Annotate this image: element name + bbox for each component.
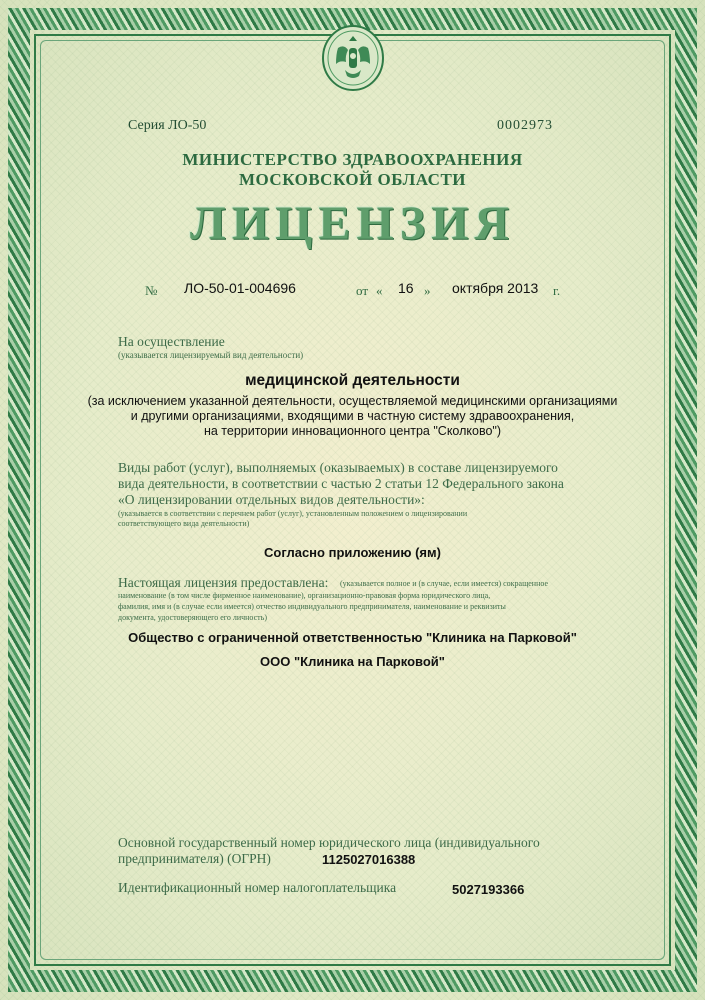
inn-value: 5027193366 [452, 882, 525, 897]
activity-desc-line1: (за исключением указанной деятельности, осуществляемой медицинскими организациями [87, 394, 618, 408]
holder-hint-line3: фамилия, имя и (в случае если имеется) отчество индивидуального предпринимателя, наименование и реквизиты [118, 602, 506, 611]
holder-hint-line4: документа, удостоверяющего его личность) [118, 613, 267, 622]
ogrn-label-line2: предпринимателя) (ОГРН) [118, 851, 271, 866]
double-headed-eagle-emblem-icon [318, 22, 388, 92]
holder-full-name: Общество с ограниченной ответственностью "Клиника на Парковой" [128, 630, 577, 645]
ministry-name-line2: МОСКОВСКОЙ ОБЛАСТИ [238, 170, 467, 189]
works-value: Согласно приложению (ям) [264, 545, 441, 560]
ogrn-label-line1: Основной государственный номер юридического лица (индивидуального [118, 835, 540, 850]
license-day: 16 [398, 280, 414, 296]
ministry-name-line1: МИНИСТЕРСТВО ЗДРАВООХРАНЕНИЯ [182, 150, 523, 169]
holder-short-name: ООО "Клиника на Парковой" [260, 654, 445, 669]
activity-desc-line2: и другими организациями, входящими в частную систему здравоохранения, [130, 409, 575, 423]
number-sign: № [145, 283, 158, 298]
works-hint-line2: соответствующего вида деятельности) [118, 519, 250, 528]
series-label: Серия ЛО-50 [128, 118, 207, 133]
inn-label: Идентификационный номер налогоплательщика [118, 880, 397, 895]
holder-hint-line2: наименование (в том числе фирменное наименование), организационно-правовая форма юридического лица, [118, 591, 491, 600]
document-title: ЛИЦЕНЗИЯ [189, 197, 516, 250]
serial-number: 0002973 [497, 118, 553, 133]
works-text-line2: вида деятельности, в соответствии с частью 2 статьи 12 Федерального закона [118, 476, 564, 491]
ogrn-value: 1125027016388 [322, 852, 416, 867]
quote-open: « [376, 283, 383, 298]
from-label: от [356, 283, 369, 298]
activity-title: медицинской деятельности [245, 372, 460, 389]
license-month-year: октября 2013 [452, 280, 539, 296]
works-text-line1: Виды работ (услуг), выполняемых (оказываемых) в составе лицензируемого [118, 460, 558, 475]
year-suffix: г. [553, 283, 561, 298]
license-number: ЛО-50-01-004696 [184, 280, 296, 296]
works-text-line3: «О лицензировании отдельных видов деятельности»: [118, 492, 425, 507]
activity-label: На осуществление [118, 334, 225, 349]
quote-close: » [424, 283, 431, 298]
holder-hint-line1: (указывается полное и (в случае, если имеется) сокращенное [340, 579, 549, 588]
works-hint-line1: (указывается в соответствии с перечнем работ (услуг), установленным положением о лицензировании [118, 509, 468, 518]
activity-hint: (указывается лицензируемый вид деятельности) [118, 350, 304, 360]
activity-desc-line3: на территории инновационного центра "Сколково") [203, 424, 502, 438]
holder-label: Настоящая лицензия предоставлена: [118, 575, 329, 590]
